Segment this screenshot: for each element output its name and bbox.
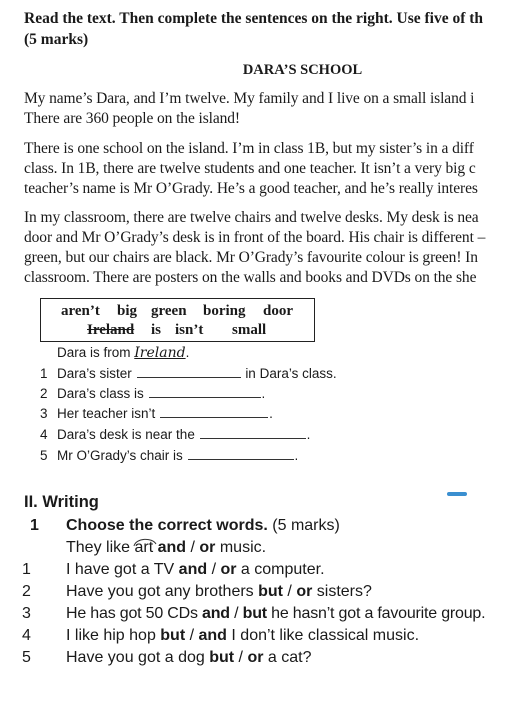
writing-item-number: 1 [22,561,31,578]
choice-separator: / [186,539,200,556]
paragraph-1-line-1: My name’s Dara, and I’m twelve. My family and I live on a small island i [24,90,475,107]
item-number: 2 [40,386,48,401]
word-option: boring [203,303,246,319]
choice-option[interactable]: or [199,539,216,556]
item-text: he hasn’t got a favourite group. [266,605,486,622]
item-text: Dara’s class is [57,386,144,401]
item-text: He has got 50 CDs [66,605,203,622]
writing-item-number: 4 [22,627,31,644]
item-number: 3 [40,406,48,421]
word-option: door [263,303,293,319]
item-text: . [294,448,299,463]
choice-option[interactable]: but [242,605,267,622]
choice-option[interactable]: or [220,561,237,578]
completion-item-1 [40,366,337,381]
item-text: I like hip hop [66,627,161,644]
item-text: a computer. [236,561,325,578]
completion-item-3 [40,406,273,421]
item-number: 5 [40,448,48,463]
word-box [40,298,315,342]
writing-item-4: I like hip hop but / and I don’t like classical music. [66,627,420,644]
item-text: Have you got any brothers [66,583,259,600]
word-option: aren’t [61,303,100,319]
writing-item-number: 2 [22,583,31,600]
choice-option[interactable]: and [202,605,230,622]
example-text: They like [66,539,135,556]
task-title: Choose the correct words. [66,517,268,534]
choice-option[interactable]: but [160,627,186,644]
answer-blank[interactable] [160,406,268,418]
writing-item-5: Have you got a dog but / or a cat? [66,649,312,666]
task-heading [66,517,340,535]
choice-option[interactable]: but [258,583,283,600]
item-text: Dara’s sister [57,366,132,381]
example-word: art [134,539,154,556]
item-text: Mr O’Grady’s chair is [57,448,183,463]
paragraph-3-line-2: door and Mr O’Grady’s desk is in front of the board. His chair is different – [24,229,486,246]
choice-option[interactable]: or [296,583,313,600]
item-text: sisters? [312,583,372,600]
writing-item-2: Have you got any brothers but / or sisters? [66,583,372,600]
word-option: big [117,303,138,319]
paragraph-1-line-2: There are 360 people on the island! [24,110,240,127]
answer-blank[interactable] [137,366,241,378]
item-text: I don’t like classical music. [226,627,420,644]
completion-item-2 [40,386,265,401]
instruction-line-1: Read the text. Then complete the sentences on the right. Use five of th [24,10,484,27]
text-title: DARA’S SCHOOL [242,62,363,78]
instruction-line-2: (5 marks) [24,31,89,48]
writing-item-1: I have got a TV and / or a computer. [66,561,325,578]
task-marks: (5 marks) [272,517,340,534]
item-text: Her teacher isn’t [57,406,156,421]
item-number: 1 [40,366,48,381]
item-text: . [261,386,266,401]
item-text: a cat? [263,649,312,666]
answer-blank[interactable] [200,427,306,439]
word-option: isn’t [175,322,204,338]
writing-item-3: He has got 50 CDs and / but he hasn’t got a favourite group. [66,605,486,622]
example-answer: Ireland [134,345,186,361]
word-option-used: Ireland [87,322,135,338]
section-title: II. Writing [24,493,99,511]
item-text: in Dara’s class. [245,366,337,381]
paragraph-2-line-1: There is one school on the island. I’m in class 1B, but my sister’s in a diff [24,140,474,157]
writing-item-number: 5 [22,649,31,666]
item-text: Dara’s desk is near the [57,427,195,442]
example-suffix: . [185,345,190,360]
answer-blank[interactable] [188,448,294,460]
choice-option[interactable]: and [198,627,227,644]
pen-mark [447,492,467,496]
paragraph-3-line-3: green, but our chairs are black. Mr O’Grady’s favourite colour is green! In [24,249,478,266]
writing-example [66,539,266,557]
item-text: . [269,406,273,421]
item-number: 4 [40,427,48,442]
example-text: music. [215,539,267,556]
choice-option[interactable]: and [178,561,208,578]
paragraph-3-line-4: classroom. There are posters on the walls and books and DVDs on the she [24,269,477,286]
completion-item-5 [40,448,298,463]
circle-mark-icon [130,536,160,558]
answer-blank[interactable] [149,386,261,398]
paragraph-3-line-1: In my classroom, there are twelve chairs and twelve desks. My desk is nea [24,209,479,226]
choice-option[interactable]: but [209,649,235,666]
item-text: I have got a TV [66,561,179,578]
word-option: green [151,303,187,319]
example-sentence [57,345,189,361]
circled-word [134,539,153,556]
completion-item-4 [40,427,310,442]
writing-item-number: 3 [22,605,31,622]
item-text: Have you got a dog [66,649,210,666]
item-text: . [306,427,311,442]
task-number: 1 [30,517,39,534]
paragraph-2-line-3: teacher’s name is Mr O’Grady. He’s a good teacher, and he’s really interes [24,180,478,197]
choice-option[interactable]: or [247,649,264,666]
paragraph-2-line-2: class. In 1B, there are twelve students and one teacher. It isn’t a very big c [24,160,476,177]
word-option: is [151,322,162,338]
word-option: small [232,322,267,338]
example-prefix: Dara is from [57,345,135,360]
choice-option[interactable]: and [157,539,187,556]
